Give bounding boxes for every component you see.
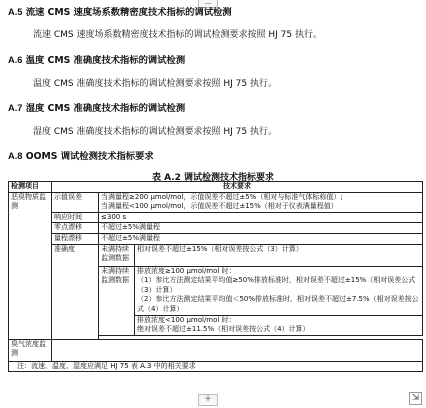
requirement-line: 绝对误差不超过±11.5%（相对误差按公式（4）计算）	[137, 325, 310, 334]
header-item: 检测项目	[9, 182, 52, 193]
requirement-line: 当满量程≥200 μmol/mol，示值误差不超过±5%（相对与标准气体标称值）;	[101, 192, 343, 201]
section-paragraph: 湿度 CMS 准确度技术指标的调试检测要求按照 HJ 75 执行。	[33, 127, 277, 137]
section-number: A.7	[8, 103, 23, 113]
section-number: A.5	[8, 7, 23, 17]
table-row	[9, 339, 423, 361]
sub-label: 未满持续监测数据	[99, 244, 135, 266]
table-note-row	[9, 361, 423, 372]
table-caption: 表 A.2 调试检测技术指标要求	[151, 173, 275, 183]
table-header-row	[9, 182, 423, 193]
section-heading-a7	[8, 100, 185, 114]
table-row	[9, 212, 423, 223]
table-handle-top[interactable]: —	[198, 0, 218, 8]
requirement-line: 排放浓度≥100 μmol/mol 时：	[137, 266, 236, 275]
resize-icon[interactable]: ⇲	[409, 392, 422, 405]
section-number: A.6	[8, 55, 23, 65]
section-title: 温度 CMS 准确度技术指标的调试检测	[25, 55, 186, 66]
row-label: 零点漂移	[52, 223, 99, 234]
row-label: 量程漂移	[52, 233, 99, 244]
section-heading-a8	[8, 148, 154, 162]
row-label: 响应时间	[52, 212, 99, 223]
row-value: ≤300 s	[99, 212, 423, 223]
row-value: 相对误差不超过±15%（相对误差按公式（3）计算）	[135, 244, 423, 266]
row-value: 不超过±5%满量程	[99, 233, 423, 244]
row-value: 不超过±5%满量程	[99, 223, 423, 234]
section-title: 湿度 CMS 准确度技术指标的调试检测	[25, 103, 186, 114]
section-paragraph: 温度 CMS 准确度技术指标的调试检测要求按照 HJ 75 执行。	[33, 79, 277, 89]
requirement-line: （2）参比方法测定结果平均值＜50%排放标准时，相对误差不超过±7.5%（相对误差按公式（4）计算）	[137, 295, 419, 313]
table-row	[9, 192, 423, 212]
section-number: A.8	[8, 151, 23, 161]
row-value	[135, 266, 423, 315]
requirement-line: 当满量程<100 μmol/mol，示值误差不超过±15%（相对于仪表满量程值）	[101, 202, 338, 211]
table-note: 注：流速、温度、湿度应满足 HJ 75 表 A.3 中的相关要求	[9, 361, 423, 372]
header-requirements: 技术要求	[52, 182, 423, 193]
add-row-button[interactable]: +	[198, 394, 218, 406]
section-paragraph: 流速 CMS 速度场系数精密度技术指标的调试检测要求按照 HJ 75 执行。	[33, 30, 322, 40]
sub-label: 未满持续监测数据	[99, 266, 135, 335]
table-row	[9, 244, 423, 266]
row-label: 准确度	[52, 244, 99, 339]
section-heading-a5	[8, 4, 232, 18]
group-label-odor: 恶臭物质监测	[9, 192, 52, 339]
row-value-empty	[52, 339, 423, 361]
section-heading-a6	[8, 52, 185, 66]
row-label: 示值误差	[52, 192, 99, 212]
technical-requirements-table	[8, 181, 423, 372]
requirement-line: （1）参比方法测定结果平均值≥50%排放标准时，相对误差不超过±15%（相对误差公式（3）计算）	[137, 276, 416, 294]
row-value	[99, 192, 423, 212]
table-row	[9, 223, 423, 234]
section-title: 流速 CMS 速度场系数精密度技术指标的调试检测	[25, 7, 232, 18]
section-title: OOMS 调试检测技术指标要求	[25, 151, 154, 162]
row-value	[135, 315, 423, 335]
requirement-line: 排放浓度<100 μmol/mol 时：	[137, 315, 236, 324]
group-label-odor-concentration: 臭气浓度监测	[9, 339, 52, 361]
table-row	[9, 233, 423, 244]
